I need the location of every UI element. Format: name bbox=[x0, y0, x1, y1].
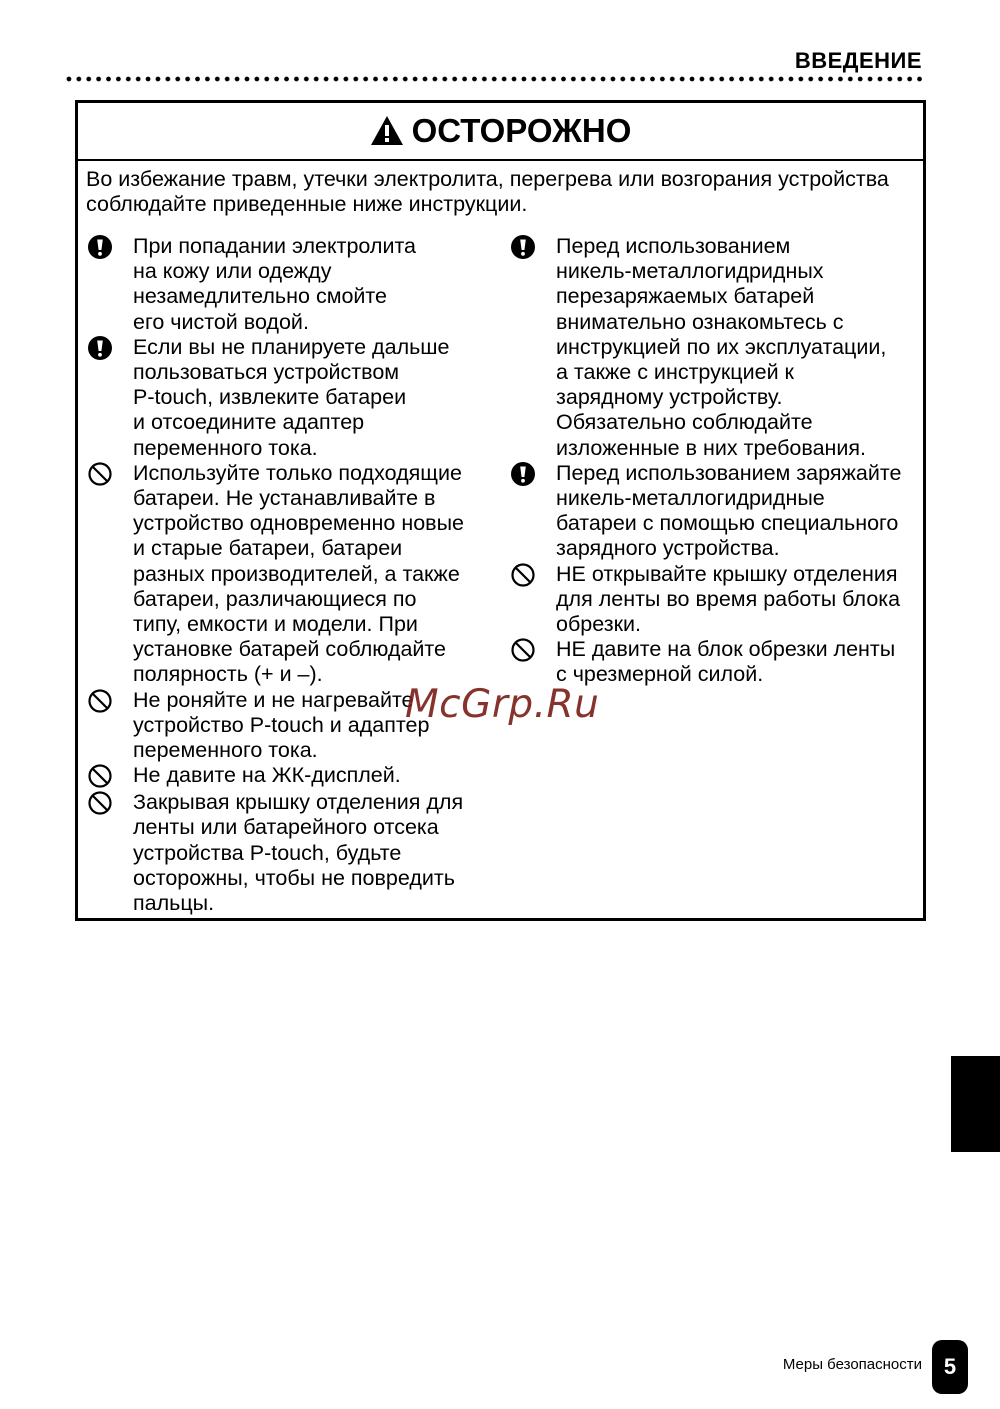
section-title: ВВЕДЕНИЕ bbox=[794, 48, 922, 73]
exclamation-icon bbox=[509, 233, 537, 261]
prohibited-icon bbox=[509, 561, 537, 589]
prohibited-icon bbox=[86, 762, 114, 790]
exclamation-icon bbox=[86, 233, 114, 261]
dotted-divider bbox=[64, 74, 922, 84]
caution-item bbox=[86, 335, 496, 461]
right-column bbox=[509, 234, 919, 688]
prohibited-icon bbox=[509, 636, 537, 664]
caution-item bbox=[509, 234, 919, 461]
caution-item bbox=[86, 790, 496, 916]
caution-item-text: Закрывая крышку отделения для ленты или батарейного отсека устройства P-touch, будьте осторожны, чтобы не повредить пальцы. bbox=[133, 790, 464, 916]
footer-section-name: Меры безопасности bbox=[782, 1356, 922, 1373]
caution-item bbox=[509, 461, 919, 562]
caution-box bbox=[75, 100, 926, 921]
page-number: 5 bbox=[932, 1340, 968, 1394]
prohibited-icon bbox=[86, 460, 114, 488]
caution-item-text: При попадании электролита на кожу или одежду незамедлительно смойте его чистой водой. bbox=[133, 234, 417, 334]
caution-item bbox=[509, 562, 919, 638]
caution-title: ОСТОРОЖНО bbox=[411, 112, 632, 149]
caution-item bbox=[86, 763, 496, 790]
caution-intro: Во избежание травм, утечки электролита, перегрева или возгорания устройства соблюдайте приведенные ниже инструкции. bbox=[86, 167, 889, 216]
caution-item-text: НЕ давите на блок обрезки ленты с чрезмерной силой. bbox=[556, 637, 896, 687]
left-column bbox=[86, 234, 496, 916]
caution-item-text: Если вы не планируете дальше пользоваться устройством P-touch, извлеките батареи и отсоедините адаптер переменного тока. bbox=[133, 334, 450, 460]
side-tab bbox=[951, 1056, 1000, 1152]
caution-item-text: НЕ открывайте крышку отделения для ленты во время работы блока обрезки. bbox=[556, 561, 901, 637]
watermark: McGrp.Ru bbox=[405, 682, 600, 727]
caution-item bbox=[509, 637, 919, 687]
prohibited-icon bbox=[86, 789, 114, 817]
caution-header bbox=[78, 103, 923, 161]
caution-item-text: Перед использованием никель-металлогидридных перезаряжаемых батарей внимательно ознакомьтесь с инструкцией по их эксплуатации, а также с инструкцией к зарядному устройству. Обязательно соблюдайте изложенные в них требования. bbox=[556, 234, 887, 460]
caution-item bbox=[86, 461, 496, 688]
caution-item-text: Используйте только подходящие батареи. Не устанавливайте в устройство одновременно новые и старые батареи, батареи разных производителей, а также батареи, различающиеся по типу, емкости и модели. При установке батарей соблюдайте полярность (+ и –). bbox=[133, 460, 465, 687]
exclamation-icon bbox=[86, 334, 114, 362]
caution-item bbox=[86, 234, 496, 335]
caution-item-text: Не давите на ЖК-дисплей. bbox=[133, 763, 401, 788]
exclamation-icon bbox=[509, 460, 537, 488]
caution-item-text: Перед использованием заряжайте никель-металлогидридные батареи с помощью специального зарядного устройства. bbox=[556, 460, 902, 561]
caution-item-text: Не роняйте и не нагревайте устройство P-touch и адаптер переменного тока. bbox=[133, 687, 430, 763]
prohibited-icon bbox=[86, 687, 114, 715]
warning-triangle-icon bbox=[370, 115, 404, 146]
